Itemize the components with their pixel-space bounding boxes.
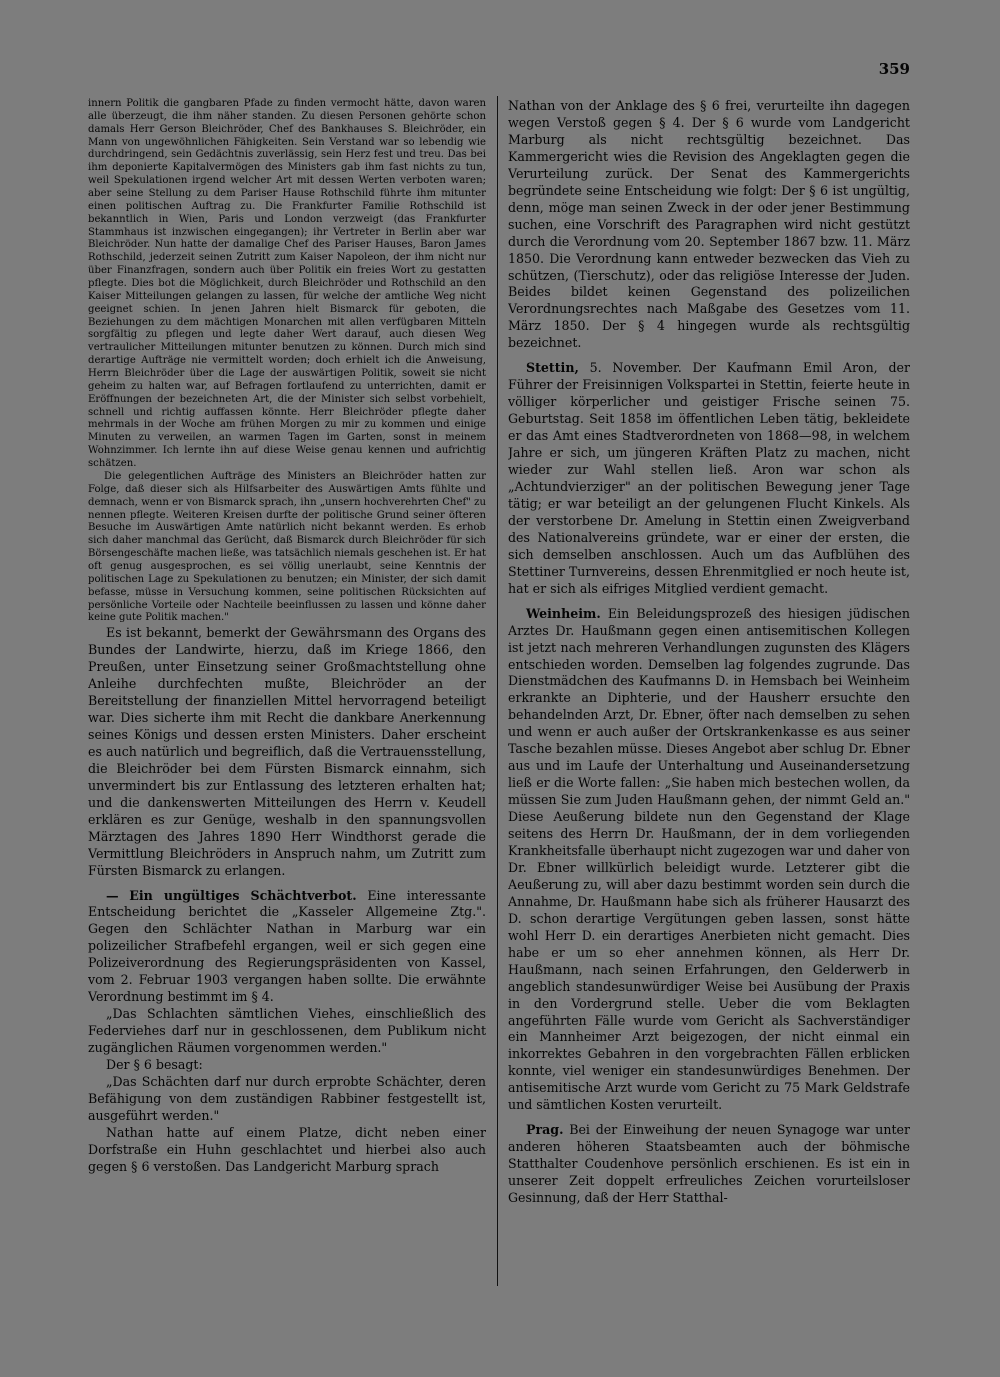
article-prag [508,1122,910,1207]
article-text: Ein Beleidungsprozeß des hiesigen jüdischen Arztes Dr. Haußmann gegen einen antisemitischen Kollegen ist jetzt nach mehreren Verhandlungen zugunsten des Klägers entschieden worden. Demselben lag folgendes zugrunde. Das Dienstmädchen des Kaufmanns D. in Hemsbach bei Weinheim erkrankte an Diphterie, und der Hausherr ersuchte den behandelnden Arzt, Dr. Ebner, öfter nach demselben zu sehen und wenn er auch außer der Ortskrankenkasse es aus seiner Tasche bezahlen müsse. Dieses Angebot aber schlug Dr. Ebner aus und im Laufe der Unterhaltung und Auseinandersetzung ließ er die Worte fallen: „Sie haben mich bestechen wollen, da müssen Sie zum Juden Haußmann gehen, der nimmt Geld an." Diese Aeußerung bildete nun den Gegenstand der Klage seitens des Herrn Dr. Haußmann, der in dem vorliegenden Krankheitsfalle überhaupt nicht zugezogen war und daher von Dr. Ebner willkürlich beleidigt wurde. Letzterer gibt die Aeußerung zu, will aber dazu bestimmt worden sein durch die Annahme, Dr. Haußmann habe sich als früherer Hausarzt des D. schon derartige Vergütungen geben lassen, sonst hätte wohl Herr D. ein derartiges Anerbieten nicht gemacht. Dies habe er um so eher annehmen können, als Herr Dr. Haußmann, nach seinen Erfahrungen, den Gelderwerb in angeblich standesunwürdiger Weise bei Ausübung der Praxis in den Vordergrund stelle. Ueber die vom Beklagten angeführten Fälle wurde vom Gericht als Sachverständiger ein Mannheimer Arzt beigezogen, der nicht einmal ein inkorrektes Gebahren in den vorgebrachten Fällen erblicken konnte, viel weniger ein standesunwürdiges Benehmen. Der antisemitische Arzt wurde vom Gericht zu 75 Mark Geldstrafe und sämtlichen Kosten verurteilt. [508,605,910,1113]
body-paragraph: Nathan von der Anklage des § 6 frei, verurteilte ihn dagegen wegen Verstoß gegen § 4. Der § 6 wurde vom Landgericht Marburg als nicht rechtsgültig bezeichnet. Das Kammergericht wies die Revision des Angeklagten gegen die Verurteilung zurück. Der Senat des Kammergerichts begründete seine Entscheidung wie folgt: Der § 6 ist ungültig, denn, möge man seinen Zweck in der oder jener Bestimmung suchen, eine Vorschrift des Paragraphen wird nicht gestützt durch die Verordnung vom 20. September 1867 bzw. 11. März 1850. Die Verordnung kann entweder bezwecken das Vieh zu schützen, (Tierschutz), oder das religiöse Interesse der Juden. Beides bildet keinen Gegenstand des polizeilichen Verordnungsrechtes nach Maßgabe des Gesetzes vom 11. März 1850. Der § 4 hingegen wurde als rechtsgültig bezeichnet. [508,98,910,351]
column-divider [497,96,498,1286]
quote-paragraph: „Das Schächten darf nur durch erprobte Schächter, deren Befähigung von dem zuständigen Rabbiner festgestellt ist, ausgeführt werden." [88,1074,486,1123]
article-text: Bei der Einweihung der neuen Synagoge war unter anderen höheren Staatsbeamten auch der böhmische Statthalter Coudenhove persönlich erschienen. Es ist ein in unserer Zeit doppelt erfreuliches Zeichen vorurteilsloser Gesinnung, daß der Herr Statthal- [508,1122,910,1206]
article-text: 5. November. Der Kaufmann Emil Aron, der Führer der Freisinnigen Volkspartei in Stettin, feierte heute in völliger körperlicher und geistiger Frische seinen 75. Geburtstag. Seit 1858 im öffentlichen Leben tätig, bekleidete er das Amt eines Stadtverordneten von 1868—98, in welchem Jahre er sich, um jüngeren Kräften Platz zu machen, nicht wieder zur Wahl stellen ließ. Aron war schon als „Achtundvierziger" an der politischen Bewegung jener Tage tätig; er war beteiligt an der gelungenen Flucht Kinkels. Als der verstorbene Dr. Amelung in Stettin einen Zweigverband des Nationalvereins gründete, war er einer der ersten, die sich demselben anschlossen. Auch um das Aufblühen des Stettiner Turnvereins, dessen Ehrenmitglied er noch heute ist, hat er sich als eifriges Mitglied verdient gemacht. [508,360,910,596]
left-column [88,98,486,1273]
place-heading: Prag. [526,1122,564,1138]
article-text: Eine interessante Entscheidung berichtet die „Kasseler Allgemeine Ztg.". Gegen den Schlächter Nathan in Marburg war ein polizeilicher Strafbefehl ergangen, weil er sich gegen eine Polizeiverordnung des Regierungspräsidenten von Kassel, vom 2. Februar 1903 vergangen haben sollte. Die erwähnte Verordnung bestimmt im § 4. [88,887,486,1005]
article-title: Ein ungültiges Schächtverbot. [129,887,357,903]
quote-paragraph: „Das Schlachten sämtlichen Viehes, einschließlich des Federviehes darf nur in geschlossenen, dem Publikum nicht zugänglichen Räumen vorgenommen werden." [88,1006,486,1056]
body-paragraph: Nathan hatte auf einem Platze, dicht neben einer Dorfstraße ein Huhn geschlachtet und hierbei also auch gegen § 6 verstoßen. Das Landgericht Marburg sprach [88,1124,486,1174]
fine-print-paragraph: Die gelegentlichen Aufträge des Ministers an Bleichröder hatten zur Folge, daß dieser sich als Hilfsarbeiter des Auswärtigen Amts fühlte und demnach, wenn er von Bismarck sprach, ihn „unsern hochverehrten Chef" zu nennen pflegte. Weiteren Kreisen durfte der politische Grund seiner öfteren Besuche im Auswärtigen Amte natürlich nicht bekannt werden. Es erhob sich daher manchmal das Gerücht, daß Bismarck durch Bleichröder für sich Börsengeschäfte machen ließe, was tatsächlich niemals geschehen ist. Er hat oft genug ausgesprochen, es sei völlig unerlaubt, seine Kenntnis der politischen Lage zu Spekulationen zu benutzen; ein Minister, der sich damit befasse, müsse in Versuchung kommen, seine politischen Rücksichten auf persönliche Vorteile oder Nachteile beeinflussen zu lassen und könne daher keine gute Politik machen." [88,470,486,624]
article-schaechtverbot [88,888,486,1007]
place-heading: Stettin, [526,360,579,376]
fine-print-paragraph: innern Politik die gangbaren Pfade zu finden vermocht hätte, davon waren alle überzeugt, die ihm näher standen. Zu diesen Personen gehörte schon damals Herr Gerson Bleichröder, Chef des Bankhauses S. Bleichröder, ein Mann von ungewöhnlichen Fähigkeiten. Sein Verstand war so lebendig wie durchdringend, sein Gedächtnis zuverlässig, sein Herz fest und treu. Das bei ihm deponierte Kapitalvermögen des Ministers gab ihm fast nichts zu tun, weil Spekulationen irgend welcher Art mit dessen Werten verboten waren; aber seine Stellung zu dem Pariser Hause Rothschild führte ihm mitunter einen politischen Auftrag zu. Die Frankfurter Familie Rothschild ist bekanntlich in Wien, Paris und London verzweigt (das Frankfurter Stammhaus ist inzwischen eingegangen); ihr Vertreter in Berlin aber war Bleichröder. Nun hatte der damalige Chef des Pariser Hauses, Baron James Rothschild, jederzeit seinen Zutritt zum Kaiser Napoleon, der ihm nicht nur über Finanzfragen, sondern auch über Politik ein freies Wort zu gestatten pflegte. Dies bot die Möglichkeit, durch Bleichröder und Rothschild an den Kaiser Mitteilungen gelangen zu lassen, für welche der amtliche Weg nicht geeignet schien. In jenen Jahren hielt Bismarck für geboten, die Beziehungen zu dem mächtigen Monarchen mit allen verfügbaren Mitteln sorgfältig zu pflegen und legte daher Wert darauf, auch diesen Weg vertraulicher Mitteilungen mitunter benutzen zu können. Durch mich sind derartige Aufträge nie vermittelt worden; doch erhielt ich die Anweisung, Herrn Bleichröder über die Lage der auswärtigen Politik, soweit sie nicht geheim zu halten war, auf Befragen fortlaufend zu unterrichten, damit er Eröffnungen der bezeichneten Art, die der Minister sich selbst vorbehielt, schnell und richtig auffassen könnte. Herr Bleichröder pflegte daher mehrmals in der Woche am frühen Morgen zu mir zu kommen und einige Minuten zu verweilen, an warmen Tagen im Garten, sonst in meinem Wohnzimmer. Ich lernte ihn auf diese Weise genau kennen und aufrichtig schätzen. [88,98,486,470]
right-column [508,98,910,1286]
body-paragraph: Es ist bekannt, bemerkt der Gewährsmann des Organs des Bundes der Landwirte, hierzu, daß im Kriege 1866, den Preußen, unter Einsetzung seiner Großmachtstellung ohne Anleihe durchfechten mußte, Bleichröder an der Bereitstellung der finanziellen Mittel hervorragend beteiligt war. Dies sicherte ihm mit Recht die dankbare Anerkennung seines Königs und dessen ersten Ministers. Daher erscheint es auch natürlich und begreiflich, daß die Vertrauensstellung, die Bleichröder bei dem Fürsten Bismarck einnahm, sich unvermindert bis zur Entlassung des letzteren erhalten hat; und die dankenswerten Mitteilungen des Herrn v. Keudell erklären es zur Genüge, weshalb in den spannungsvollen Märztagen des Jahres 1890 Herr Windthorst gerade die Vermittlung Bleichröders in Anspruch nahm, um Zutritt zum Fürsten Bismarck zu erlangen. [88,625,486,878]
article-weinheim [508,606,910,1115]
page-number: 359 [878,60,910,78]
article-dash: — [106,887,119,903]
article-stettin [508,360,910,597]
body-paragraph: Der § 6 besagt: [106,1057,203,1073]
place-heading: Weinheim. [526,605,601,621]
